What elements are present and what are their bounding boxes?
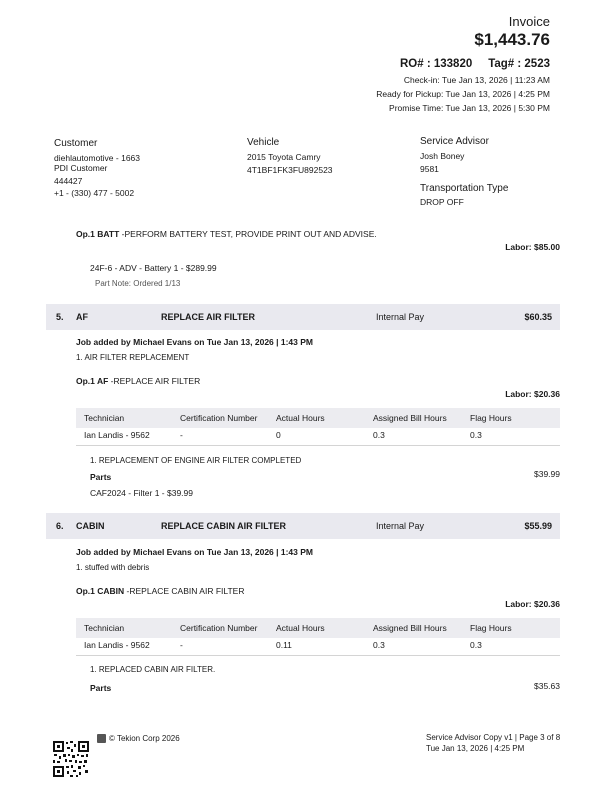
advisor-name: Josh Boney [420, 151, 465, 161]
job-6-title: REPLACE CABIN AIR FILTER [161, 521, 286, 531]
tag-number: Tag# : 2523 [488, 58, 550, 70]
job-5-pay-type: Internal Pay [376, 312, 425, 322]
job-6-code: CABIN [76, 521, 105, 531]
customer-heading: Customer [54, 138, 98, 149]
cell-technician: Ian Landis - 9562 [84, 430, 150, 440]
job-5-parts-label: Parts [90, 472, 112, 482]
job-5-operation [76, 376, 200, 386]
job-5-op-code: Op.1 AF [76, 376, 109, 386]
job-5-code: AF [76, 312, 88, 322]
customer-type: PDI Customer [54, 163, 108, 173]
customer-name: diehlautomotive - 1663 [54, 153, 141, 163]
transport-type: DROP OFF [420, 197, 464, 207]
vehicle-vin: 4T1BF1FK3FU892523 [247, 165, 333, 175]
job-5-parts-amount: $39.99 [534, 469, 560, 479]
cell-flag-hours: 0.3 [470, 430, 482, 440]
col-technician: Technician [84, 623, 125, 633]
ro-number: RO# : 133820 [400, 58, 473, 70]
checkin-time: Check-in: Tue Jan 13, 2026 | 11:23 AM [403, 75, 550, 85]
cell-certification: - [180, 640, 183, 650]
cell-actual-hours: 0.11 [276, 640, 292, 650]
advisor-heading: Service Advisor [420, 136, 489, 147]
batt-part-note: Part Note: Ordered 1/13 [95, 279, 181, 288]
customer-phone: +1 - (330) 477 - 5002 [54, 188, 135, 198]
batt-op-desc: -PERFORM BATTERY TEST, PROVIDE PRINT OUT AND ADVISE. [121, 229, 377, 239]
col-certification: Certification Number [180, 623, 258, 633]
footer-copy-page: Service Advisor Copy v1 | Page 3 of 8 [426, 733, 561, 742]
footer-date: Tue Jan 13, 2026 | 4:25 PM [426, 744, 525, 753]
job-5-part: CAF2024 - Filter 1 - $39.99 [90, 488, 193, 498]
job-5-op-desc: -REPLACE AIR FILTER [110, 376, 201, 386]
job-6-parts-amount: $35.63 [534, 681, 560, 691]
customer-number: 444427 [54, 176, 83, 186]
batt-part: 24F-6 - ADV - Battery 1 - $289.99 [90, 263, 217, 273]
col-technician: Technician [84, 413, 125, 423]
invoice-title: Invoice [508, 14, 550, 29]
job-5-header [46, 304, 560, 330]
job-5-amount: $60.35 [524, 312, 552, 322]
col-flag-hours: Flag Hours [470, 413, 512, 423]
col-assigned-bill-hours: Assigned Bill Hours [373, 413, 447, 423]
job-6-operation [76, 586, 244, 596]
vehicle-model: 2015 Toyota Camry [247, 152, 321, 162]
batt-labor: Labor: $85.00 [505, 242, 560, 252]
job-5-labor: Labor: $20.36 [505, 389, 560, 399]
cell-assigned-bill-hours: 0.3 [373, 430, 385, 440]
promise-time: Promise Time: Tue Jan 13, 2026 | 5:30 PM [389, 103, 550, 113]
cell-certification: - [180, 430, 183, 440]
advisor-id: 9581 [420, 164, 439, 174]
cell-flag-hours: 0.3 [470, 640, 482, 650]
job-5-title: REPLACE AIR FILTER [161, 312, 255, 322]
vehicle-heading: Vehicle [247, 137, 280, 148]
cell-actual-hours: 0 [276, 430, 281, 440]
job-6-tech-table-header [76, 618, 560, 638]
job-5-number: 5. [56, 312, 64, 322]
job-5-concern: 1. AIR FILTER REPLACEMENT [76, 353, 190, 362]
col-certification: Certification Number [180, 413, 258, 423]
job-5-tech-table-header [76, 408, 560, 428]
col-actual-hours: Actual Hours [276, 623, 325, 633]
qr-code-icon [52, 740, 90, 778]
job-6-concern: 1. stuffed with debris [76, 563, 150, 572]
invoice-total: $1,443.76 [474, 30, 550, 49]
job-5-added: Job added by Michael Evans on Tue Jan 13, 2026 | 1:43 PM [76, 337, 313, 347]
tekion-logo-icon [97, 734, 106, 743]
ready-time: Ready for Pickup: Tue Jan 13, 2026 | 4:25 PM [376, 89, 550, 99]
transport-heading: Transportation Type [420, 183, 509, 194]
job-6-added: Job added by Michael Evans on Tue Jan 13, 2026 | 1:43 PM [76, 547, 313, 557]
cell-technician: Ian Landis - 9562 [84, 640, 150, 650]
job-6-header [46, 513, 560, 539]
col-actual-hours: Actual Hours [276, 413, 325, 423]
job-6-op-code: Op.1 CABIN [76, 586, 125, 596]
table-row [76, 428, 560, 446]
col-flag-hours: Flag Hours [470, 623, 512, 633]
job-5-note: 1. REPLACEMENT OF ENGINE AIR FILTER COMPLETED [90, 456, 302, 465]
table-row [76, 638, 560, 656]
job-6-amount: $55.99 [524, 521, 552, 531]
footer-copyright: © Tekion Corp 2026 [109, 734, 180, 743]
cell-assigned-bill-hours: 0.3 [373, 640, 385, 650]
batt-operation [76, 229, 377, 239]
job-6-number: 6. [56, 521, 64, 531]
col-assigned-bill-hours: Assigned Bill Hours [373, 623, 447, 633]
job-6-note: 1. REPLACED CABIN AIR FILTER. [90, 665, 216, 674]
job-6-pay-type: Internal Pay [376, 521, 425, 531]
batt-op-code: Op.1 BATT [76, 229, 120, 239]
job-6-parts-label: Parts [90, 683, 112, 693]
job-6-op-desc: -REPLACE CABIN AIR FILTER [126, 586, 245, 596]
job-6-labor: Labor: $20.36 [505, 599, 560, 609]
